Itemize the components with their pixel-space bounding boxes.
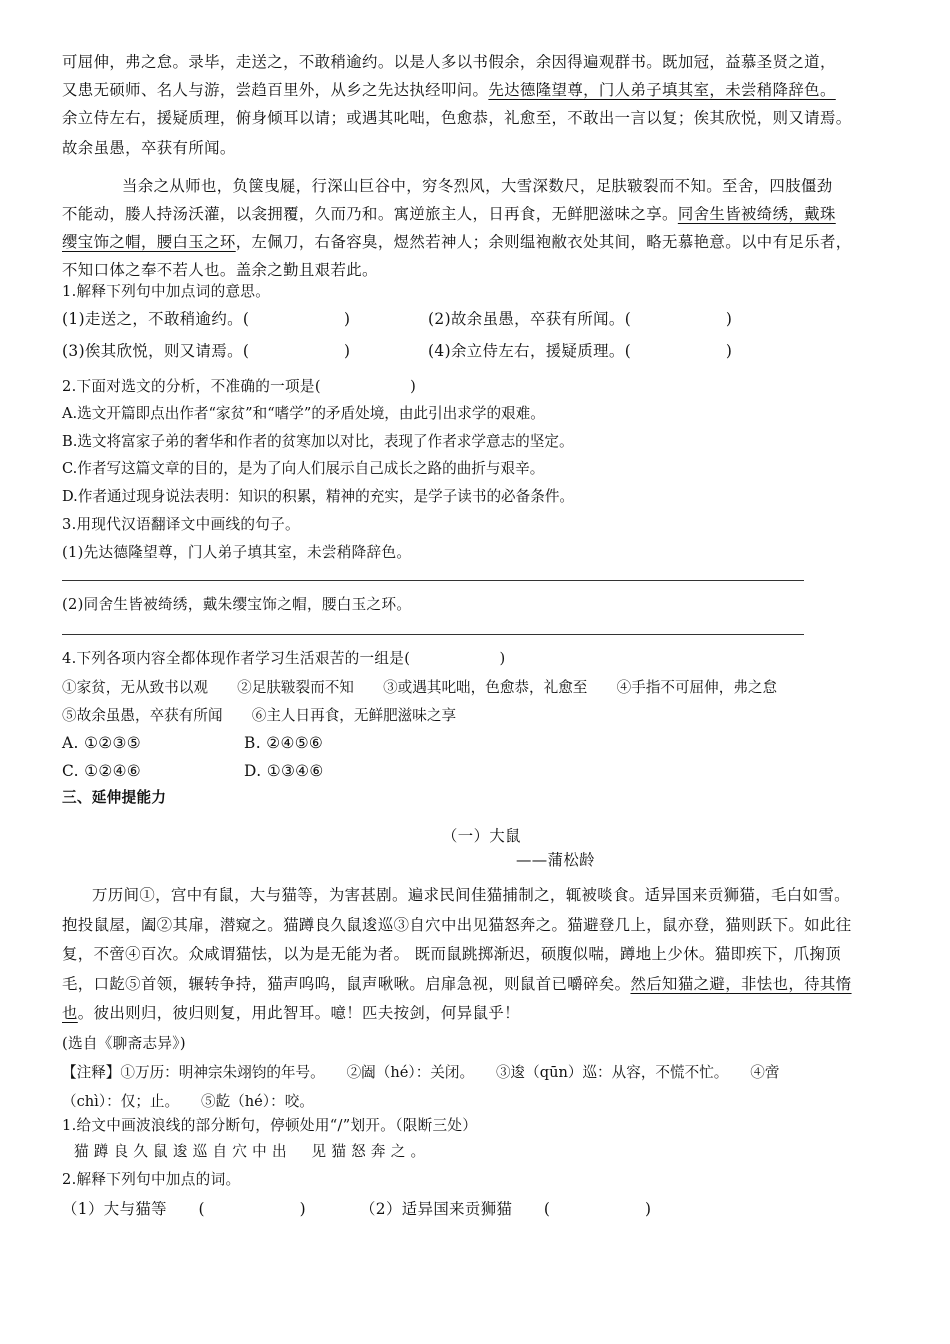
- question-item: (4)余立侍左右，援疑质理。( ): [428, 342, 733, 360]
- question-item: (2)同舍生皆被绮绣，戴朱缨宝饰之帽，腰白玉之环。: [62, 596, 412, 613]
- section-heading: 三、延伸提能力: [62, 789, 167, 806]
- choice-d: D. ①③④⑥: [244, 762, 324, 780]
- passage-line: [62, 204, 836, 224]
- question-title: 3.用现代汉语翻译文中画线的句子。: [62, 516, 300, 533]
- passage-line: 不知口体之奉不若人也。盖余之勤且艰若此。: [62, 261, 378, 279]
- answer-line: [62, 580, 804, 581]
- passage-line: 余立侍左右，援疑质理，俯身倾耳以请；或遇其叱咄，色愈恭，礼愈至，不敢出一言以复；俟其欣悦，则又请焉。: [62, 109, 852, 127]
- passage-line: [62, 974, 852, 994]
- question-item: (1)走送之，不敢稍逾约。( ): [62, 310, 351, 328]
- underlined-sentence: 缨宝饰之帽，腰白玉之环: [62, 233, 236, 251]
- source-note: (选自《聊斋志异》): [62, 1035, 186, 1052]
- passage-line: [62, 1003, 520, 1023]
- passage-title: （一）大鼠: [442, 827, 521, 845]
- question-item: （1）大与猫等 ( ): [62, 1200, 307, 1218]
- passage-line: 当余之从师也，负箧曳屣，行深山巨谷中，穷冬烈风，大雪深数尺，足肤皲裂而不知。至舍，四肢僵劲: [122, 177, 833, 195]
- option-list: ①家贫，无从致书以观 ②足肤皲裂而不知 ③或遇其叱咄，色愈恭，礼愈至 ④手指不可屈伸，弗之怠: [62, 679, 778, 696]
- passage-text: 毛，口龁⑤首领，辗转争持，猫声呜呜，鼠声啾啾。启扉急视，则鼠首已嚼碎矣。: [62, 975, 631, 993]
- question-item: （2）适异国来贡狮猫 ( ): [360, 1200, 652, 1218]
- question-item: (2)故余虽愚，卒获有所闻。( ): [428, 310, 733, 328]
- passage-line: 故余虽愚，卒获有所闻。: [62, 139, 236, 157]
- underlined-sentence: 先达德隆望尊，门人弟子填其室，未尝稍降辞色。: [488, 81, 836, 99]
- question-sentence: 猫蹲良久鼠逡巡自穴中出 见猫怒奔之。: [74, 1143, 431, 1160]
- passage-line: 复，不啻④百次。众咸谓猫怯，以为是无能为者。 既而鼠跳掷渐迟，硕腹似喘，蹲地上少休。猫即疾下，爪掬顶: [62, 945, 842, 963]
- option-item: C.作者写这篇文章的目的，是为了向人们展示自己成长之路的曲折与艰辛。: [62, 460, 545, 477]
- passage-line: [62, 80, 836, 100]
- passage-text: 。彼出则归，彼归则复，用此智耳。噫！匹夫按剑，何异鼠乎！: [77, 1004, 520, 1022]
- question-title: 1.解释下列句中加点词的意思。: [62, 283, 271, 300]
- underlined-sentence: 同舍生皆被绮绣，戴珠: [677, 205, 836, 223]
- notes: （chì）：仅；止。 ⑤龁（hé）：咬。: [62, 1093, 314, 1110]
- passage-text: 不能动，媵人持汤沃灌，以衾拥覆，久而乃和。寓逆旅主人，日再食，无鲜肥滋味之享。: [62, 205, 678, 223]
- choice-b: B. ②④⑤⑥: [244, 734, 324, 752]
- option-item: A.选文开篇即点出作者“家贫”和“嗜学”的矛盾处境，由此引出求学的艰难。: [62, 405, 545, 422]
- question-title: 4.下列各项内容全都体现作者学习生活艰苦的一组是( ): [62, 650, 506, 667]
- option-item: D.作者通过现身说法表明：知识的积累，精神的充实，是学子读书的必备条件。: [62, 488, 575, 505]
- notes: 【注释】①万历：明神宗朱翊钧的年号。 ②阖（hé）：关闭。 ③逡（qūn）巡：从容，不慌不忙。 ④啻: [62, 1064, 780, 1081]
- passage-author: ——蒲松龄: [516, 851, 595, 869]
- question-title: 1.给文中画波浪线的部分断句，停顿处用“/”划开。（限断三处）: [62, 1117, 478, 1134]
- question-item: (3)俟其欣悦，则又请焉。( ): [62, 342, 351, 360]
- underlined-sentence: 也: [62, 1004, 78, 1022]
- question-title: 2.下面对选文的分析，不准确的一项是( ): [62, 378, 417, 395]
- passage-line: 抱投鼠屋，阖②其扉，潜窥之。猫蹲良久鼠逡巡③自穴中出见猫怒奔之。猫避登几上，鼠亦登，猫则跃下。如此往: [62, 916, 852, 934]
- choice-a: A. ①②③⑤: [62, 734, 141, 752]
- choice-c: C. ①②④⑥: [62, 762, 142, 780]
- passage-line: 万历间①，宫中有鼠，大与猫等，为害甚剧。遍求民间佳猫捕制之，辄被啖食。适异国来贡狮猫，毛白如雪。: [92, 886, 850, 904]
- option-item: B.选文将富家子弟的奢华和作者的贫寒加以对比，表现了作者求学意志的坚定。: [62, 433, 574, 450]
- passage-text: 又患无硕师、名人与游，尝趋百里外，从乡之先达执经叩问。: [62, 81, 489, 99]
- passage-line: 可屈伸，弗之怠。录毕，走送之，不敢稍逾约。以是人多以书假余，余因得遍观群书。既加冠，益慕圣贤之道，: [62, 53, 836, 71]
- underlined-sentence: 然后知猫之避，非怯也，待其惰: [630, 975, 852, 993]
- passage-text: ，左佩刀，右备容臭，煜然若神人；余则缊袍敝衣处其间，略无慕艳意。以中有足乐者，: [235, 233, 852, 251]
- question-item: (1)先达德隆望尊，门人弟子填其室，未尝稍降辞色。: [62, 544, 412, 561]
- question-title: 2.解释下列句中加点的词。: [62, 1171, 241, 1188]
- option-list: ⑤故余虽愚，卒获有所闻 ⑥主人日再食，无鲜肥滋味之享: [62, 707, 457, 724]
- answer-line: [62, 634, 804, 635]
- passage-line: [62, 232, 852, 252]
